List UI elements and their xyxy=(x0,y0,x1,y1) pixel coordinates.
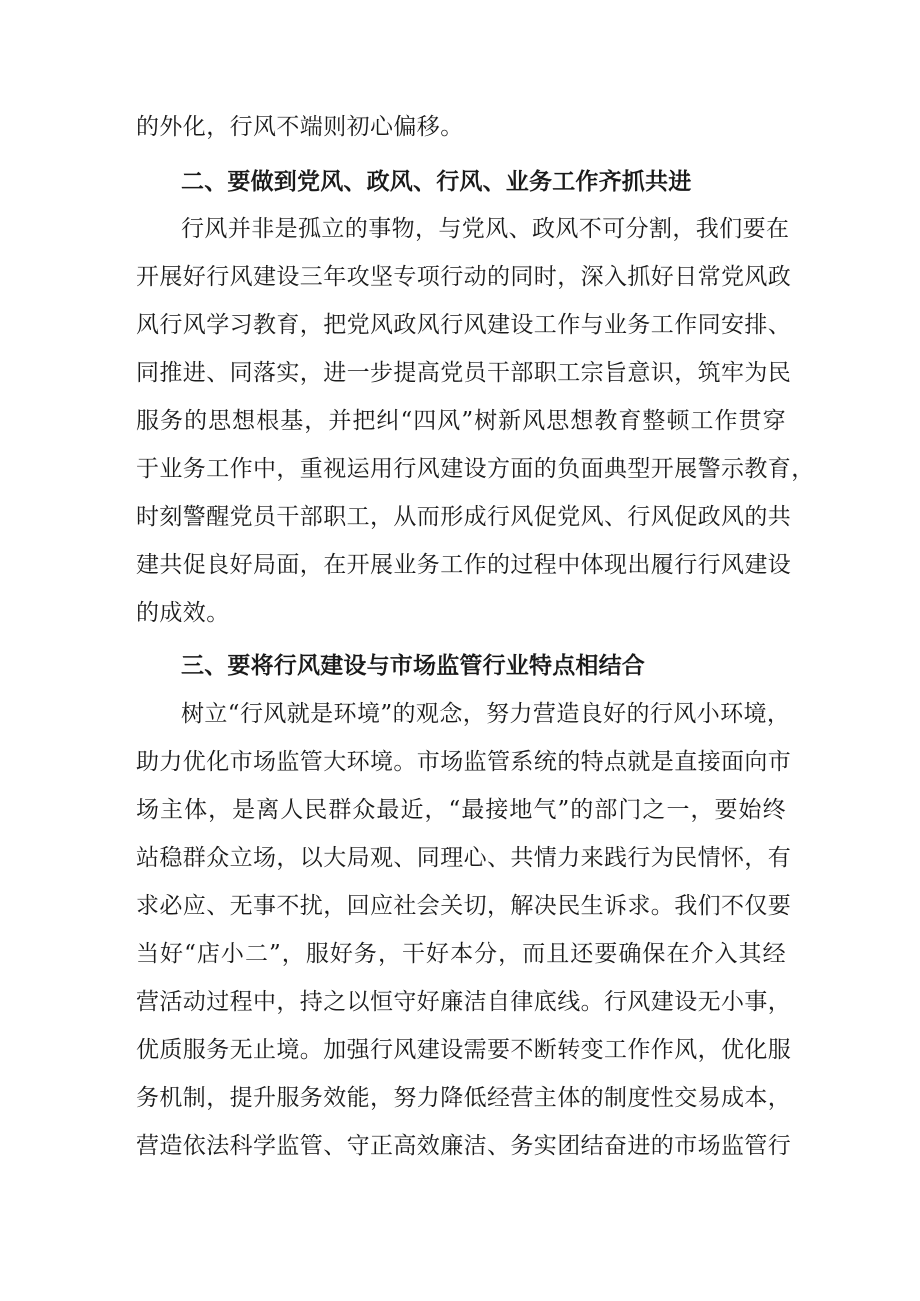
section-heading-3: 三、要将行风建设与市场监管行业特点相结合 xyxy=(181,653,645,679)
paragraph-line: 当好“店小二”，服好务，干好本分，而且还要确保在介入其经 xyxy=(136,941,786,967)
paragraph-line: 开展好行风建设三年攻坚专项行动的同时，深入抓好日常党风政 xyxy=(136,264,792,290)
paragraph-line: 营活动过程中，持之以恒守好廉洁自律底线。行风建设无小事， xyxy=(136,989,792,1015)
section-heading-2: 二、要做到党风、政风、行风、业务工作齐抓共进 xyxy=(181,169,692,195)
paragraph-line: 的成效。 xyxy=(136,600,230,626)
paragraph-line: 时刻警醒党员干部职工，从而形成行风促党风、行风促政风的共 xyxy=(136,504,792,530)
paragraph-line: 助力优化市场监管大环境。市场监管系统的特点就是直接面向市 xyxy=(136,749,792,775)
paragraph-line: 建共促良好局面，在开展业务工作的过程中体现出履行行风建设 xyxy=(136,552,792,578)
paragraph-line: 服务的思想根基，并把纠“四风”树新风思想教育整顿工作贯穿 xyxy=(136,408,786,434)
paragraph-line: 务机制，提升服务效能，努力降低经营主体的制度性交易成本， xyxy=(136,1085,792,1111)
paragraph-line: 站稳群众立场，以大局观、同理心、共情力来践行为民情怀，有 xyxy=(136,845,792,871)
paragraph-line: 场主体，是离人民群众最近，“最接地气”的部门之一，要始终 xyxy=(136,797,786,823)
paragraph-line: 于业务工作中，重视运用行风建设方面的负面典型开展警示教育， xyxy=(136,456,815,482)
paragraph-line: 树立“行风就是环境”的观念，努力营造良好的行风小环境， xyxy=(181,701,791,727)
paragraph-line: 营造依法科学监管、守正高效廉洁、务实团结奋进的市场监管行 xyxy=(136,1133,792,1159)
paragraph-line: 优质服务无止境。加强行风建设需要不断转变工作作风，优化服 xyxy=(136,1037,792,1063)
paragraph-line: 行风并非是孤立的事物，与党风、政风不可分割，我们要在 xyxy=(181,216,790,242)
paragraph-line: 求必应、无事不扰，回应社会关切，解决民生诉求。我们不仅要 xyxy=(136,893,792,919)
paragraph-line: 的外化，行风不端则初心偏移。 xyxy=(136,114,464,140)
paragraph-line: 同推进、同落实，进一步提高党员干部职工宗旨意识，筑牢为民 xyxy=(136,360,792,386)
paragraph-line: 风行风学习教育，把党风政风行风建设工作与业务工作同安排、 xyxy=(136,312,792,338)
